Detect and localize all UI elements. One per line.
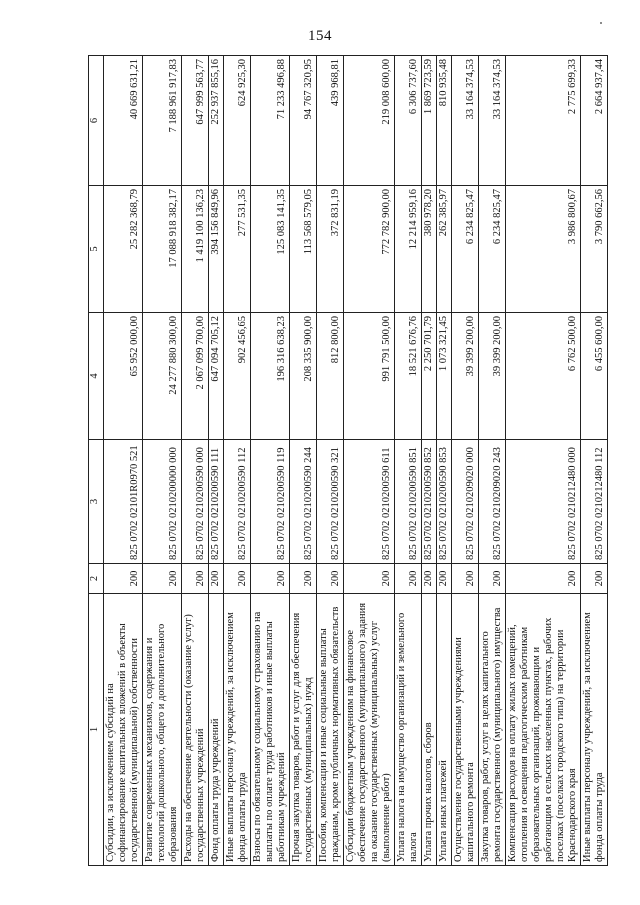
row-code: 200 [506,564,581,594]
rotated-table-container [88,56,605,866]
table-row [344,56,395,866]
row-value-col6: 71 233 496,88 [251,56,290,186]
row-name: Закупка товаров, работ, услуг в целях капитального ремонта государственного (муниципального) имущества [479,594,506,866]
page-number: 154 [308,28,332,44]
budget-table [88,55,608,866]
row-classifier: 825 0702 0210200590 000 [182,440,209,564]
header-row [89,56,104,866]
row-classifier: 825 0702 0210200590 611 [344,440,395,564]
row-value-col5: 262 385,97 [437,186,452,313]
table-row [182,56,209,866]
table-row [437,56,452,866]
row-value-col4: 2 250 701,79 [422,313,437,440]
row-value-col6: 7 188 961 917,83 [143,56,182,186]
table-row [104,56,143,866]
row-value-col5: 125 083 141,35 [251,186,290,313]
row-name: Уплата налога на имущество организаций и земельного налога [395,594,422,866]
row-code: 200 [437,564,452,594]
table-row [251,56,290,866]
row-code: 200 [182,564,209,594]
row-code: 200 [143,564,182,594]
row-name: Фонд оплаты труда учреждений [209,594,224,866]
row-code: 200 [395,564,422,594]
row-value-col6: 40 669 631,21 [104,56,143,186]
row-value-col4: 6 455 600,00 [581,313,608,440]
row-value-col6: 647 999 563,77 [182,56,209,186]
row-classifier: 825 0702 0210200590 111 [209,440,224,564]
row-value-col4: 65 952 000,00 [104,313,143,440]
row-code: 200 [224,564,251,594]
row-value-col4: 208 335 900,00 [290,313,317,440]
table-row [479,56,506,866]
row-name: Компенсация расходов на оплату жилых помещений, отопления и освещения педагогическим работникам образовательных организаций, проживающим и работающим в сельских населенных пунктах, рабочих поселках (поселках городского типа) на территории Краснодарского края [506,594,581,866]
row-code: 200 [209,564,224,594]
row-value-col6: 1 869 723,59 [422,56,437,186]
row-classifier: 825 0702 0210212480 112 [581,440,608,564]
row-value-col4: 6 762 500,00 [506,313,581,440]
row-value-col5: 25 282 368,79 [104,186,143,313]
row-value-col6: 2 664 937,44 [581,56,608,186]
row-value-col5: 3 790 662,56 [581,186,608,313]
row-classifier: 825 0702 0210212480 000 [506,440,581,564]
row-value-col6: 219 008 600,00 [344,56,395,186]
row-classifier: 825 0702 0210209020 000 [452,440,479,564]
row-value-col5: 277 531,35 [224,186,251,313]
row-name: Уплата иных платежей [437,594,452,866]
row-classifier: 825 0702 02101R0970 521 [104,440,143,564]
row-value-col4: 24 277 880 300,00 [143,313,182,440]
row-value-col6: 33 164 374,53 [479,56,506,186]
row-value-col5: 6 234 825,47 [452,186,479,313]
row-classifier: 825 0702 0210200590 321 [317,440,344,564]
row-name: Иные выплаты персоналу учреждений, за исключением фонда оплаты труда [224,594,251,866]
row-value-col6: 810 935,48 [437,56,452,186]
table-row [506,56,581,866]
row-code: 200 [290,564,317,594]
row-name: Расходы на обеспечение деятельности (оказание услуг) государственных учреждений [182,594,209,866]
row-value-col6: 624 925,30 [224,56,251,186]
table-row [452,56,479,866]
row-name: Взносы по обязательному социальному страхованию на выплаты по оплате труда работников и иные выплаты работникам учреждений [251,594,290,866]
row-value-col5: 1 419 100 136,23 [182,186,209,313]
row-name: Субсидии, за исключением субсидий на софинансирование капитальных вложений в объекты государственной (муниципальной) собственности [104,594,143,866]
row-value-col4: 647 094 705,12 [209,313,224,440]
row-name: Иные выплаты персоналу учреждений, за исключением фонда оплаты труда [581,594,608,866]
table-row [143,56,182,866]
header-cell: 5 [89,186,104,313]
header-cell: 2 [89,564,104,594]
row-value-col5: 6 234 825,47 [479,186,506,313]
row-classifier: 825 0702 0210200590 851 [395,440,422,564]
row-classifier: 825 0702 0210200590 119 [251,440,290,564]
table-row [581,56,608,866]
row-value-col4: 39 399 200,00 [452,313,479,440]
header-cell: 4 [89,313,104,440]
row-name: Уплата прочих налогов, сборов [422,594,437,866]
header-cell: 6 [89,56,104,186]
table-row [317,56,344,866]
row-value-col4: 812 800,00 [317,313,344,440]
row-value-col4: 18 521 676,76 [395,313,422,440]
row-value-col6: 33 164 374,53 [452,56,479,186]
header-cell: 1 [89,594,104,866]
table-row [422,56,437,866]
row-value-col4: 991 791 500,00 [344,313,395,440]
row-code: 200 [251,564,290,594]
row-value-col4: 39 399 200,00 [479,313,506,440]
row-value-col5: 3 986 800,67 [506,186,581,313]
header-cell: 3 [89,440,104,564]
row-value-col4: 2 067 099 700,00 [182,313,209,440]
row-value-col6: 94 767 320,95 [290,56,317,186]
row-code: 200 [317,564,344,594]
row-value-col5: 12 214 959,16 [395,186,422,313]
row-classifier: 825 0702 0210200000 000 [143,440,182,564]
row-classifier: 825 0702 0210200590 244 [290,440,317,564]
row-value-col5: 380 978,20 [422,186,437,313]
table-row [395,56,422,866]
table-row [224,56,251,866]
table-body [104,56,608,866]
row-name: Развитие современных механизмов, содержания и технологий дошкольного, общего и дополнительного образования [143,594,182,866]
row-value-col5: 372 831,19 [317,186,344,313]
row-value-col5: 113 568 579,05 [290,186,317,313]
row-classifier: 825 0702 0210200590 853 [437,440,452,564]
row-name: Осуществление государственными учреждениями капитального ремонта [452,594,479,866]
table-row [209,56,224,866]
row-value-col4: 196 316 638,23 [251,313,290,440]
row-value-col4: 902 456,65 [224,313,251,440]
row-code: 200 [104,564,143,594]
row-name: Пособия, компенсации и иные социальные выплаты гражданам, кроме публичных нормативных обязательств [317,594,344,866]
row-code: 200 [344,564,395,594]
row-classifier: 825 0702 0210200590 852 [422,440,437,564]
row-value-col6: 6 306 737,60 [395,56,422,186]
row-value-col4: 1 073 321,45 [437,313,452,440]
row-code: 200 [479,564,506,594]
row-value-col5: 17 088 918 382,17 [143,186,182,313]
row-value-col5: 394 156 849,96 [209,186,224,313]
row-code: 200 [422,564,437,594]
row-name: Субсидии бюджетным учреждениям на финансовое обеспечение государственного (муниципального) задания на оказание государственных (муниципальных) услуг (выполнение работ) [344,594,395,866]
row-classifier: 825 0702 0210200590 112 [224,440,251,564]
row-name: Прочая закупка товаров, работ и услуг для обеспечения государственных (муниципальных) нужд [290,594,317,866]
row-value-col6: 2 775 699,33 [506,56,581,186]
table-row [290,56,317,866]
row-value-col5: 772 782 900,00 [344,186,395,313]
row-value-col6: 252 937 855,16 [209,56,224,186]
row-value-col6: 439 968,81 [317,56,344,186]
row-code: 200 [452,564,479,594]
row-classifier: 825 0702 0210209020 243 [479,440,506,564]
row-code: 200 [581,564,608,594]
scan-speck [600,22,602,24]
